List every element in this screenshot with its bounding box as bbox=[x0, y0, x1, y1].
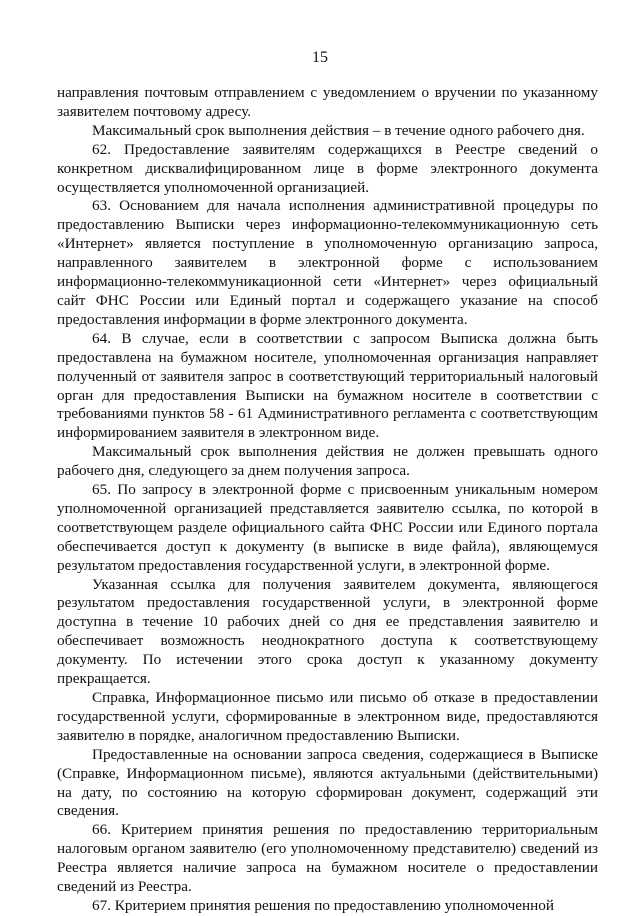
paragraph-63: 63. Основанием для начала исполнения административной процедуры по предоставлению Выписки через информационно-телекоммуникационную сеть «Интернет» является поступление в уполномоченную организацию запроса, направленного заявителем в электронной форме с использованием информационно-телекоммуникационной сети «Интернет» через официальный сайт ФНС России или Единый портал и содержащего указание на способ предоставления информации в форме электронного документа. bbox=[57, 197, 598, 328]
paragraph-67: 67. Критерием принятия решения по предоставлению уполномоченной bbox=[92, 896, 554, 914]
paragraph-certificate: Справка, Информационное письмо или письмо об отказе в предоставлении государственной услуги, сформированные в электронном виде, предоставляются заявителю в порядке, аналогичном предоставлению Выписки. bbox=[57, 689, 598, 744]
paragraph-64: 64. В случае, если в соответствии с запросом Выписка должна быть предоставлена на бумажном носителе, уполномоченная организация направляет полученный от заявителя запрос в соответствующий территориальный налоговый орган для предоставления Выписки на бумажном носителе в соответствии с требованиями пунктов 58 - 61 Административного регламента с соответствующим информированием заявителя в электронном виде. bbox=[57, 329, 598, 442]
paragraph-continuation: направления почтовым отправлением с уведомлением о вручении по указанному заявителем почтовому адресу. bbox=[57, 84, 598, 120]
paragraph-62: 62. Предоставление заявителям содержащихся в Реестре сведений о конкретном дисквалифицированном лице в форме электронного документа осуществляется уполномоченной организацией. bbox=[57, 140, 598, 196]
document-body bbox=[57, 84, 598, 916]
paragraph-max-term-1: Максимальный срок выполнения действия – в течение одного рабочего дня. bbox=[92, 121, 585, 139]
paragraph-66: 66. Критерием принятия решения по предоставлению территориальным налоговым органом заявителю (его уполномоченному представителю) сведений из Реестра является наличие запроса на бумажном носителе о предоставлении сведений из Реестра. bbox=[57, 821, 598, 896]
paragraph-65: 65. По запросу в электронной форме с присвоенным уникальным номером уполномоченной организацией представляется заявителю ссылка, по которой в соответствующем разделе официального сайта ФНС России или Единого портала обеспечивается доступ к документу (в выписке в виде файла), являющемуся результатом предоставления государственной услуги, в электронной форме. bbox=[57, 481, 598, 574]
page-number: 15 bbox=[312, 49, 328, 66]
paragraph-link-access: Указанная ссылка для получения заявителем документа, являющегося результатом предоставления государственной услуги, в электронной форме доступна в течение 10 рабочих дней со дня ее представления заявителю и обеспечивает возможность неоднократного доступа к соответствующему документу. По истечении этого срока доступ к указанному документу прекращается. bbox=[57, 575, 598, 688]
paragraph-max-term-2: Максимальный срок выполнения действия не должен превышать одного рабочего дня, следующего за днем получения запроса. bbox=[57, 443, 598, 480]
paragraph-relevance: Предоставленные на основании запроса сведения, содержащиеся в Выписке (Справке, Информационном письме), являются актуальными (действительными) на дату, по состоянию на которую сформирован документ, содержащий эти сведения. bbox=[57, 745, 598, 820]
